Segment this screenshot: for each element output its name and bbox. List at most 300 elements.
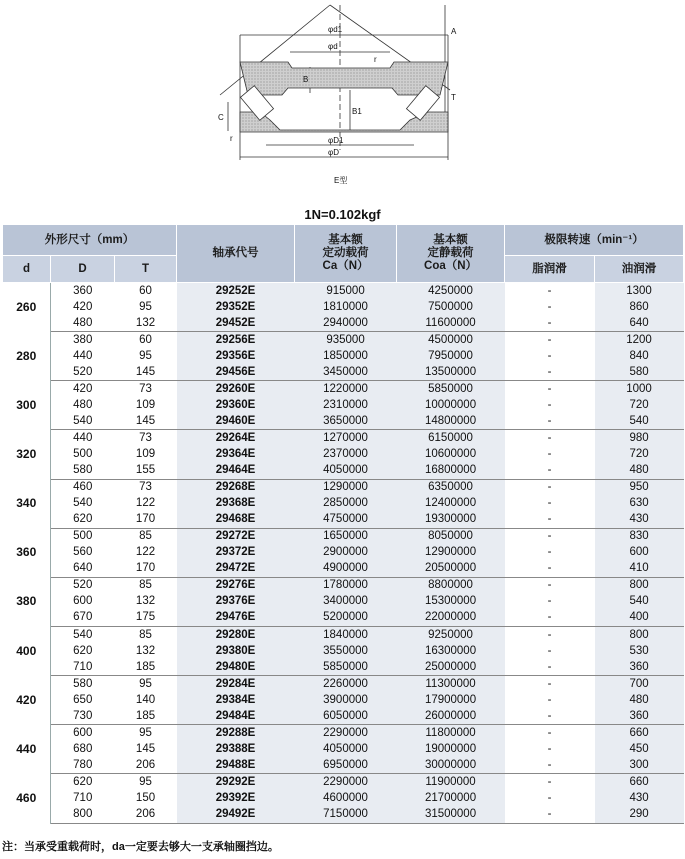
cell-oil: 600 xyxy=(595,545,684,561)
table-row xyxy=(3,413,684,430)
cell-grease: - xyxy=(547,677,552,690)
cell-model: 29488E xyxy=(177,757,295,774)
cell-T: 132 xyxy=(135,644,156,657)
table-row xyxy=(3,545,684,561)
table-row xyxy=(3,463,684,480)
cell-grease: - xyxy=(505,757,595,774)
cell-model: 29464E xyxy=(177,463,295,480)
cell-grease: - xyxy=(547,742,552,755)
header-dimensions: 外形尺寸（mm） xyxy=(3,225,177,256)
table-body xyxy=(3,283,684,824)
cell-grease: - xyxy=(547,349,552,362)
cell-D: 540 xyxy=(51,413,115,430)
cell-D: 580 xyxy=(73,677,93,690)
cell-ca: 2290000 xyxy=(295,725,397,742)
cell-grease: - xyxy=(547,644,552,657)
cell-D: 680 xyxy=(73,742,93,755)
cell-T: 95 xyxy=(139,677,152,690)
cell-grease: - xyxy=(547,791,552,804)
cell-grease: - xyxy=(547,546,552,559)
cell-grease: - xyxy=(505,807,595,824)
cell-D: 670 xyxy=(51,610,115,627)
cell-d: 420 xyxy=(3,676,51,725)
cell-oil: 430 xyxy=(595,512,684,529)
cell-d: 360 xyxy=(3,528,51,577)
cell-model: 29264E xyxy=(177,430,295,447)
cell-grease: - xyxy=(505,561,595,578)
header-model: 轴承代号 xyxy=(177,225,295,283)
cell-oil: 640 xyxy=(595,315,684,332)
cell-oil: 800 xyxy=(595,577,684,594)
cell-coa: 5850000 xyxy=(397,381,505,398)
cell-d: 340 xyxy=(3,479,51,528)
cell-coa: 12400000 xyxy=(397,496,505,512)
cell-model: 29384E xyxy=(177,692,295,708)
cell-coa: 6150000 xyxy=(397,430,505,447)
cell-coa: 9250000 xyxy=(397,626,505,643)
cell-coa: 17900000 xyxy=(397,692,505,708)
table-row xyxy=(3,332,684,349)
cell-grease: - xyxy=(547,530,552,543)
label-b1: B1 xyxy=(352,107,362,116)
cell-model: 29364E xyxy=(177,446,295,462)
cell-grease: - xyxy=(547,628,552,641)
cell-T: 85 xyxy=(139,628,152,641)
cell-T: 122 xyxy=(135,497,156,510)
cell-ca: 1650000 xyxy=(295,528,397,545)
cell-D: 620 xyxy=(73,644,93,657)
cell-D: 480 xyxy=(51,315,115,332)
cell-T: 73 xyxy=(139,481,152,494)
cell-model: 29368E xyxy=(177,496,295,512)
cell-oil: 1200 xyxy=(595,332,684,349)
table-row xyxy=(3,561,684,578)
cell-T: 185 xyxy=(115,708,177,725)
cell-ca: 1810000 xyxy=(295,299,397,315)
label-c: C xyxy=(218,113,224,122)
label-D: φD xyxy=(328,148,339,157)
cell-D: 620 xyxy=(51,512,115,529)
cell-T: 60 xyxy=(139,284,152,297)
cell-D: 580 xyxy=(51,463,115,480)
cell-d: 460 xyxy=(3,774,51,823)
cell-grease: - xyxy=(505,610,595,627)
cell-ca: 1850000 xyxy=(295,348,397,364)
cell-model: 29392E xyxy=(177,790,295,806)
cell-oil: 860 xyxy=(595,299,684,315)
cell-grease: - xyxy=(547,579,552,592)
cell-oil: 800 xyxy=(595,626,684,643)
cell-model: 29476E xyxy=(177,610,295,627)
cell-D: 560 xyxy=(73,546,93,559)
cell-D: 650 xyxy=(73,693,93,706)
cell-coa: 7950000 xyxy=(397,348,505,364)
cell-oil: 410 xyxy=(595,561,684,578)
label-b: B xyxy=(303,75,309,84)
cell-grease: - xyxy=(547,398,552,411)
table-row xyxy=(3,479,684,496)
cell-grease: - xyxy=(547,284,552,297)
cell-coa: 16300000 xyxy=(397,643,505,659)
cell-model: 29260E xyxy=(177,381,295,398)
cell-D: 500 xyxy=(73,530,93,543)
cell-grease: - xyxy=(547,333,552,346)
cell-oil: 530 xyxy=(595,643,684,659)
header-grease: 脂润滑 xyxy=(505,256,595,283)
cell-oil: 1300 xyxy=(595,283,684,300)
cell-d: 280 xyxy=(3,332,51,381)
cell-grease: - xyxy=(547,497,552,510)
cell-ca: 1780000 xyxy=(295,577,397,594)
table-row xyxy=(3,299,684,315)
cell-oil: 300 xyxy=(595,757,684,774)
cell-ca: 4900000 xyxy=(295,561,397,578)
header-d: d xyxy=(3,256,51,283)
cell-grease: - xyxy=(505,708,595,725)
cell-d: 320 xyxy=(3,430,51,479)
cell-oil: 830 xyxy=(595,528,684,545)
cell-coa: 31500000 xyxy=(397,807,505,824)
cell-model: 29256E xyxy=(177,332,295,349)
cell-model: 29276E xyxy=(177,577,295,594)
table-row xyxy=(3,774,684,791)
cell-model: 29292E xyxy=(177,774,295,791)
cell-D: 730 xyxy=(51,708,115,725)
table-row xyxy=(3,430,684,447)
cell-T: 85 xyxy=(139,530,152,543)
cell-D: 640 xyxy=(51,561,115,578)
cell-T: 206 xyxy=(115,807,177,824)
cell-D: 540 xyxy=(73,497,93,510)
table-row xyxy=(3,708,684,725)
header-coa: 基本额 定静载荷 Coa（N） xyxy=(397,225,505,283)
cell-oil: 450 xyxy=(595,741,684,757)
table-row xyxy=(3,397,684,413)
cell-coa: 14800000 xyxy=(397,413,505,430)
cell-T: 155 xyxy=(115,463,177,480)
cell-coa: 6350000 xyxy=(397,479,505,496)
cell-grease: - xyxy=(505,364,595,381)
cell-ca: 4050000 xyxy=(295,463,397,480)
cell-oil: 580 xyxy=(595,364,684,381)
table-row xyxy=(3,594,684,610)
cell-D: 600 xyxy=(73,595,93,608)
cell-grease: - xyxy=(505,659,595,676)
cell-T: 170 xyxy=(115,561,177,578)
cell-coa: 20500000 xyxy=(397,561,505,578)
cell-d: 380 xyxy=(3,577,51,626)
cell-ca: 2370000 xyxy=(295,446,397,462)
unit-note: 1N=0.102kgf xyxy=(304,207,381,222)
cell-coa: 7500000 xyxy=(397,299,505,315)
cell-model: 29484E xyxy=(177,708,295,725)
cell-D: 600 xyxy=(73,726,93,739)
cell-model: 29352E xyxy=(177,299,295,315)
cell-T: 145 xyxy=(135,742,156,755)
cell-D: 360 xyxy=(73,284,93,297)
cell-T: 95 xyxy=(139,349,152,362)
label-D1: φD1 xyxy=(328,136,344,145)
cell-model: 29468E xyxy=(177,512,295,529)
table-row xyxy=(3,348,684,364)
cell-model: 29268E xyxy=(177,479,295,496)
cell-coa: 8050000 xyxy=(397,528,505,545)
cell-ca: 3450000 xyxy=(295,364,397,381)
cell-oil: 430 xyxy=(595,790,684,806)
cell-D: 800 xyxy=(51,807,115,824)
cell-D: 620 xyxy=(73,775,93,788)
cell-ca: 3550000 xyxy=(295,643,397,659)
cell-oil: 700 xyxy=(595,676,684,693)
cell-grease: - xyxy=(547,726,552,739)
cell-model: 29372E xyxy=(177,545,295,561)
cell-T: 60 xyxy=(139,333,152,346)
cell-T: 175 xyxy=(115,610,177,627)
cell-coa: 21700000 xyxy=(397,790,505,806)
cell-oil: 660 xyxy=(595,725,684,742)
cell-oil: 540 xyxy=(595,413,684,430)
label-r-top: r xyxy=(374,55,377,64)
cell-coa: 11600000 xyxy=(397,315,505,332)
cell-ca: 6050000 xyxy=(295,708,397,725)
cell-oil: 840 xyxy=(595,348,684,364)
cell-ca: 3650000 xyxy=(295,413,397,430)
header-oil: 油润滑 xyxy=(595,256,684,283)
cell-ca: 2260000 xyxy=(295,676,397,693)
header-speed: 极限转速（min⁻¹） xyxy=(505,225,684,256)
cell-oil: 400 xyxy=(595,610,684,627)
cell-model: 29376E xyxy=(177,594,295,610)
cell-ca: 4600000 xyxy=(295,790,397,806)
header-ca: 基本额 定动载荷 Ca（N） xyxy=(295,225,397,283)
cell-coa: 16800000 xyxy=(397,463,505,480)
cell-D: 710 xyxy=(73,791,93,804)
cell-ca: 1220000 xyxy=(295,381,397,398)
cell-T: 109 xyxy=(135,398,156,411)
cell-ca: 2850000 xyxy=(295,496,397,512)
cell-coa: 11300000 xyxy=(397,676,505,693)
cell-T: 185 xyxy=(115,659,177,676)
diagram-caption: E型 xyxy=(334,176,348,185)
cell-T: 132 xyxy=(135,595,156,608)
cell-oil: 720 xyxy=(595,446,684,462)
cell-grease: - xyxy=(547,300,552,313)
cell-coa: 10000000 xyxy=(397,397,505,413)
cell-model: 29356E xyxy=(177,348,295,364)
cell-grease: - xyxy=(547,775,552,788)
cell-grease: - xyxy=(547,447,552,460)
cell-T: 95 xyxy=(139,726,152,739)
cell-oil: 660 xyxy=(595,774,684,791)
cell-model: 29480E xyxy=(177,659,295,676)
cell-ca: 6950000 xyxy=(295,757,397,774)
cell-model: 29360E xyxy=(177,397,295,413)
cell-ca: 1290000 xyxy=(295,479,397,496)
table-row xyxy=(3,381,684,398)
label-a: A xyxy=(451,27,457,36)
cell-ca: 5850000 xyxy=(295,659,397,676)
cell-coa: 4250000 xyxy=(397,283,505,300)
cell-coa: 22000000 xyxy=(397,610,505,627)
cell-oil: 720 xyxy=(595,397,684,413)
cell-oil: 1000 xyxy=(595,381,684,398)
cell-ca: 4050000 xyxy=(295,741,397,757)
cell-d: 260 xyxy=(3,283,51,332)
cell-T: 109 xyxy=(135,447,156,460)
cell-model: 29456E xyxy=(177,364,295,381)
cell-coa: 11900000 xyxy=(397,774,505,791)
cell-coa: 4500000 xyxy=(397,332,505,349)
table-row xyxy=(3,446,684,462)
label-t: T xyxy=(451,93,456,102)
cell-D: 460 xyxy=(73,481,93,494)
table-row xyxy=(3,725,684,742)
cell-ca: 915000 xyxy=(295,283,397,300)
cell-ca: 3400000 xyxy=(295,594,397,610)
cell-grease: - xyxy=(547,382,552,395)
cell-grease: - xyxy=(547,481,552,494)
cell-D: 440 xyxy=(73,431,93,444)
cell-ca: 935000 xyxy=(295,332,397,349)
cell-oil: 630 xyxy=(595,496,684,512)
cell-coa: 11800000 xyxy=(397,725,505,742)
cell-grease: - xyxy=(505,463,595,480)
cell-D: 540 xyxy=(73,628,93,641)
cell-coa: 8800000 xyxy=(397,577,505,594)
table-row xyxy=(3,512,684,529)
label-r-bottom: r xyxy=(230,134,233,143)
label-d1: φd1 xyxy=(328,25,343,34)
cell-oil: 360 xyxy=(595,708,684,725)
cell-ca: 7150000 xyxy=(295,807,397,824)
table-row xyxy=(3,790,684,806)
cell-ca: 1840000 xyxy=(295,626,397,643)
cell-d: 440 xyxy=(3,725,51,774)
bearing-drawing xyxy=(200,0,500,200)
table-row xyxy=(3,757,684,774)
table-row xyxy=(3,626,684,643)
cell-ca: 4750000 xyxy=(295,512,397,529)
cell-ca: 5200000 xyxy=(295,610,397,627)
cell-coa: 30000000 xyxy=(397,757,505,774)
cell-T: 95 xyxy=(139,300,152,313)
cell-ca: 2900000 xyxy=(295,545,397,561)
cell-d: 300 xyxy=(3,381,51,430)
cell-model: 29460E xyxy=(177,413,295,430)
cell-model: 29288E xyxy=(177,725,295,742)
cell-oil: 360 xyxy=(595,659,684,676)
table-row xyxy=(3,659,684,676)
cell-model: 29388E xyxy=(177,741,295,757)
cell-ca: 2290000 xyxy=(295,774,397,791)
footnote: 注：当承受重载荷时，da一定要去够大一支承轴圈挡边。 xyxy=(2,841,279,853)
table-row xyxy=(3,741,684,757)
cell-d: 400 xyxy=(3,626,51,675)
cell-model: 29492E xyxy=(177,807,295,824)
table-row xyxy=(3,315,684,332)
cell-model: 29280E xyxy=(177,626,295,643)
cell-oil: 290 xyxy=(595,807,684,824)
cell-model: 29284E xyxy=(177,676,295,693)
cell-D: 520 xyxy=(73,579,93,592)
cell-coa: 19300000 xyxy=(397,512,505,529)
cell-oil: 980 xyxy=(595,430,684,447)
cell-model: 29472E xyxy=(177,561,295,578)
cell-D: 710 xyxy=(51,659,115,676)
cell-grease: - xyxy=(547,431,552,444)
table-row xyxy=(3,676,684,693)
cell-T: 95 xyxy=(139,775,152,788)
cell-oil: 950 xyxy=(595,479,684,496)
cell-ca: 2940000 xyxy=(295,315,397,332)
cell-T: 145 xyxy=(115,413,177,430)
cell-grease: - xyxy=(547,595,552,608)
cell-T: 145 xyxy=(115,364,177,381)
cell-oil: 540 xyxy=(595,594,684,610)
table-row xyxy=(3,496,684,512)
cell-coa: 26000000 xyxy=(397,708,505,725)
cell-D: 480 xyxy=(73,398,93,411)
cell-D: 500 xyxy=(73,447,93,460)
cell-model: 29252E xyxy=(177,283,295,300)
cell-T: 140 xyxy=(135,693,156,706)
cell-grease: - xyxy=(505,512,595,529)
bearing-spec-table xyxy=(2,224,684,824)
cell-D: 780 xyxy=(51,757,115,774)
label-d: φd xyxy=(328,42,338,51)
cell-ca: 3900000 xyxy=(295,692,397,708)
cell-D: 420 xyxy=(73,300,93,313)
table-row xyxy=(3,364,684,381)
cell-grease: - xyxy=(505,413,595,430)
table-row xyxy=(3,283,684,300)
cell-coa: 10600000 xyxy=(397,446,505,462)
cell-oil: 480 xyxy=(595,692,684,708)
cell-ca: 2310000 xyxy=(295,397,397,413)
cell-oil: 480 xyxy=(595,463,684,480)
cell-coa: 15300000 xyxy=(397,594,505,610)
cell-grease: - xyxy=(547,693,552,706)
cell-T: 206 xyxy=(115,757,177,774)
cell-ca: 1270000 xyxy=(295,430,397,447)
header-D: D xyxy=(51,256,115,283)
cell-coa: 13500000 xyxy=(397,364,505,381)
cell-T: 85 xyxy=(139,579,152,592)
table-row xyxy=(3,692,684,708)
cell-D: 440 xyxy=(73,349,93,362)
cell-coa: 19000000 xyxy=(397,741,505,757)
cell-D: 520 xyxy=(51,364,115,381)
cell-D: 420 xyxy=(73,382,93,395)
cell-model: 29272E xyxy=(177,528,295,545)
cell-grease: - xyxy=(505,315,595,332)
cell-D: 380 xyxy=(73,333,93,346)
cell-T: 132 xyxy=(115,315,177,332)
table-row xyxy=(3,528,684,545)
table-row xyxy=(3,807,684,824)
cell-T: 73 xyxy=(139,431,152,444)
table-row xyxy=(3,643,684,659)
cell-T: 150 xyxy=(135,791,156,804)
table-row xyxy=(3,610,684,627)
header-T: T xyxy=(115,256,177,283)
cell-model: 29452E xyxy=(177,315,295,332)
table-row xyxy=(3,577,684,594)
cell-T: 122 xyxy=(135,546,156,559)
cell-T: 73 xyxy=(139,382,152,395)
cell-coa: 12900000 xyxy=(397,545,505,561)
cell-model: 29380E xyxy=(177,643,295,659)
